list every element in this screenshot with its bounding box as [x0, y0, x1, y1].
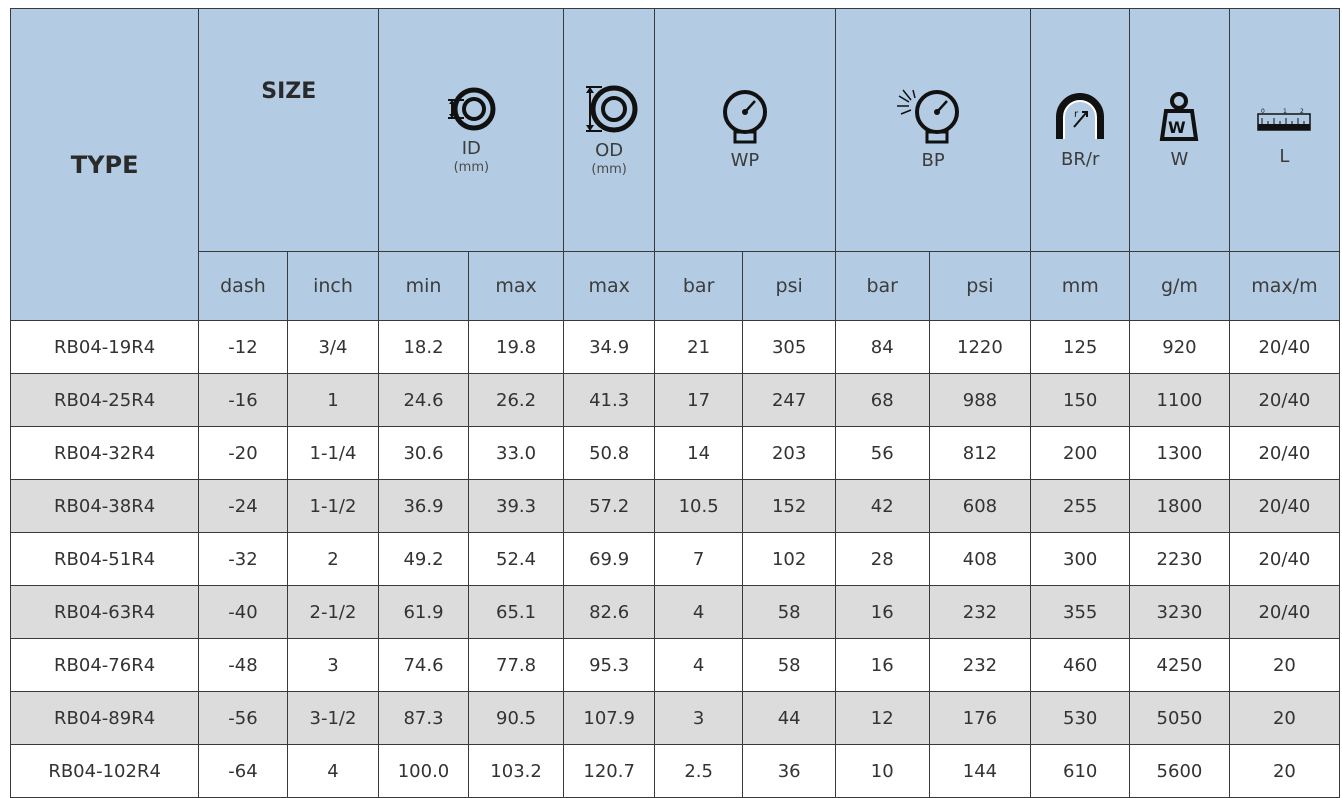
cell-bp-bar: 16 [835, 586, 929, 639]
cell-weight: 5050 [1130, 692, 1230, 745]
cell-id-max: 39.3 [468, 480, 564, 533]
cell-id-min: 74.6 [379, 639, 468, 692]
cell-bp-psi: 176 [929, 692, 1031, 745]
cell-bp-bar: 12 [835, 692, 929, 745]
w-header [1130, 9, 1230, 252]
cell-length: 20/40 [1229, 586, 1339, 639]
cell-wp-psi: 44 [743, 692, 836, 745]
cell-bp-bar: 28 [835, 533, 929, 586]
cell-type: RB04-25R4 [11, 374, 199, 427]
cell-od-max: 69.9 [564, 533, 655, 586]
svg-text:r: r [1074, 109, 1079, 120]
cell-dash: -12 [199, 321, 287, 374]
cell-wp-psi: 36 [743, 745, 836, 798]
od-unit: (mm) [591, 162, 627, 177]
cell-wp-bar: 10.5 [654, 480, 742, 533]
cell-bp-psi: 232 [929, 586, 1031, 639]
cell-wp-psi: 247 [743, 374, 836, 427]
cell-dash: -16 [199, 374, 287, 427]
cell-id-max: 65.1 [468, 586, 564, 639]
cell-inch: 3 [287, 639, 379, 692]
table-row [11, 745, 1340, 798]
cell-inch: 2-1/2 [287, 586, 379, 639]
cell-bp-psi: 144 [929, 745, 1031, 798]
cell-id-max: 90.5 [468, 692, 564, 745]
cell-od-max: 107.9 [564, 692, 655, 745]
cell-type: RB04-38R4 [11, 480, 199, 533]
bp-header [835, 9, 1030, 252]
cell-id-min: 87.3 [379, 692, 468, 745]
cell-weight: 2230 [1130, 533, 1230, 586]
cell-od-max: 34.9 [564, 321, 655, 374]
cell-br-mm: 355 [1031, 586, 1130, 639]
unit-w-gm: g/m [1130, 252, 1230, 321]
burst-gauge-icon [893, 88, 973, 146]
wp-label: WP [730, 150, 760, 171]
cell-id-max: 77.8 [468, 639, 564, 692]
cell-bp-bar: 84 [835, 321, 929, 374]
svg-text:0: 0 [1261, 108, 1266, 115]
cell-wp-psi: 58 [743, 586, 836, 639]
table-row [11, 586, 1340, 639]
cell-bp-bar: 56 [835, 427, 929, 480]
cell-br-mm: 255 [1031, 480, 1130, 533]
cell-od-max: 41.3 [564, 374, 655, 427]
cell-length: 20/40 [1229, 427, 1339, 480]
type-header [11, 9, 199, 321]
cell-id-min: 61.9 [379, 586, 468, 639]
cell-wp-psi: 152 [743, 480, 836, 533]
cell-bp-psi: 408 [929, 533, 1031, 586]
cell-id-min: 18.2 [379, 321, 468, 374]
table-row [11, 321, 1340, 374]
l-header [1229, 9, 1339, 252]
ruler-icon [1254, 92, 1314, 142]
cell-wp-bar: 2.5 [654, 745, 742, 798]
cell-wp-psi: 203 [743, 427, 836, 480]
cell-od-max: 120.7 [564, 745, 655, 798]
cell-id-min: 49.2 [379, 533, 468, 586]
cell-bp-psi: 812 [929, 427, 1031, 480]
weight-icon [1154, 89, 1204, 145]
cell-bp-psi: 1220 [929, 321, 1031, 374]
cell-bp-bar: 68 [835, 374, 929, 427]
pressure-gauge-icon [715, 88, 775, 146]
type-header-label: TYPE [70, 150, 139, 179]
cell-od-max: 95.3 [564, 639, 655, 692]
cell-length: 20 [1229, 639, 1339, 692]
cell-inch: 4 [287, 745, 379, 798]
cell-id-max: 103.2 [468, 745, 564, 798]
cell-inch: 1-1/4 [287, 427, 379, 480]
bend-radius-icon [1052, 89, 1108, 145]
cell-wp-bar: 7 [654, 533, 742, 586]
table-row [11, 427, 1340, 480]
cell-length: 20 [1229, 692, 1339, 745]
svg-text:2: 2 [1300, 108, 1305, 115]
cell-dash: -20 [199, 427, 287, 480]
unit-od-max: max [564, 252, 655, 321]
cell-id-max: 26.2 [468, 374, 564, 427]
cell-br-mm: 460 [1031, 639, 1130, 692]
table-row [11, 639, 1340, 692]
cell-length: 20/40 [1229, 321, 1339, 374]
unit-bp-psi: psi [929, 252, 1031, 321]
cell-inch: 1-1/2 [287, 480, 379, 533]
unit-bp-bar: bar [835, 252, 929, 321]
id-unit: (mm) [453, 160, 490, 175]
w-label: W [1170, 149, 1189, 170]
cell-length: 20/40 [1229, 480, 1339, 533]
cell-inch: 3/4 [287, 321, 379, 374]
cell-wp-psi: 305 [743, 321, 836, 374]
cell-od-max: 82.6 [564, 586, 655, 639]
cell-id-max: 52.4 [468, 533, 564, 586]
unit-br-mm: mm [1031, 252, 1130, 321]
cell-br-mm: 200 [1031, 427, 1130, 480]
od-header [564, 9, 655, 252]
table-row [11, 533, 1340, 586]
cell-type: RB04-102R4 [11, 745, 199, 798]
br-label: BR/r [1061, 149, 1100, 170]
cell-dash: -40 [199, 586, 287, 639]
cell-dash: -56 [199, 692, 287, 745]
cell-length: 20 [1229, 745, 1339, 798]
cell-weight: 5600 [1130, 745, 1230, 798]
cell-weight: 1800 [1130, 480, 1230, 533]
svg-text:1: 1 [1283, 108, 1288, 115]
cell-inch: 1 [287, 374, 379, 427]
cell-type: RB04-32R4 [11, 427, 199, 480]
id-label: ID [461, 138, 481, 159]
cell-wp-bar: 4 [654, 639, 742, 692]
cell-bp-bar: 16 [835, 639, 929, 692]
cell-weight: 3230 [1130, 586, 1230, 639]
br-header [1031, 9, 1130, 252]
cell-br-mm: 300 [1031, 533, 1130, 586]
bp-label: BP [921, 150, 945, 171]
cell-id-min: 100.0 [379, 745, 468, 798]
id-header [379, 9, 564, 252]
cell-br-mm: 150 [1031, 374, 1130, 427]
cell-wp-bar: 4 [654, 586, 742, 639]
cell-dash: -32 [199, 533, 287, 586]
unit-dash: dash [199, 252, 287, 321]
cell-weight: 4250 [1130, 639, 1230, 692]
table-body [11, 321, 1340, 798]
cell-wp-bar: 21 [654, 321, 742, 374]
inner-diameter-icon [436, 84, 506, 134]
wp-header [654, 9, 835, 252]
cell-type: RB04-76R4 [11, 639, 199, 692]
cell-br-mm: 530 [1031, 692, 1130, 745]
hose-spec-table [10, 8, 1340, 798]
table-row [11, 692, 1340, 745]
outer-diameter-icon [574, 82, 644, 136]
cell-wp-bar: 17 [654, 374, 742, 427]
table-row [11, 374, 1340, 427]
unit-wp-bar: bar [654, 252, 742, 321]
cell-bp-psi: 988 [929, 374, 1031, 427]
cell-id-min: 30.6 [379, 427, 468, 480]
cell-wp-psi: 102 [743, 533, 836, 586]
cell-bp-bar: 42 [835, 480, 929, 533]
cell-length: 20/40 [1229, 374, 1339, 427]
unit-inch: inch [287, 252, 379, 321]
cell-br-mm: 125 [1031, 321, 1130, 374]
cell-id-min: 36.9 [379, 480, 468, 533]
cell-weight: 1100 [1130, 374, 1230, 427]
unit-id-max: max [468, 252, 564, 321]
cell-weight: 920 [1130, 321, 1230, 374]
cell-id-min: 24.6 [379, 374, 468, 427]
cell-dash: -48 [199, 639, 287, 692]
cell-bp-psi: 608 [929, 480, 1031, 533]
cell-od-max: 57.2 [564, 480, 655, 533]
cell-dash: -24 [199, 480, 287, 533]
unit-id-min: min [379, 252, 468, 321]
unit-wp-psi: psi [743, 252, 836, 321]
cell-dash: -64 [199, 745, 287, 798]
cell-wp-bar: 3 [654, 692, 742, 745]
cell-wp-bar: 14 [654, 427, 742, 480]
svg-text:W: W [1168, 118, 1187, 137]
cell-inch: 2 [287, 533, 379, 586]
cell-id-max: 19.8 [468, 321, 564, 374]
cell-id-max: 33.0 [468, 427, 564, 480]
cell-wp-psi: 58 [743, 639, 836, 692]
table-row [11, 480, 1340, 533]
cell-bp-bar: 10 [835, 745, 929, 798]
cell-type: RB04-19R4 [11, 321, 199, 374]
unit-l-max: max/m [1229, 252, 1339, 321]
od-label: OD [595, 140, 624, 161]
spec-table-container [10, 8, 1342, 782]
cell-weight: 1300 [1130, 427, 1230, 480]
cell-bp-psi: 232 [929, 639, 1031, 692]
cell-od-max: 50.8 [564, 427, 655, 480]
size-header [199, 9, 379, 252]
cell-br-mm: 610 [1031, 745, 1130, 798]
cell-length: 20/40 [1229, 533, 1339, 586]
cell-type: RB04-51R4 [11, 533, 199, 586]
cell-type: RB04-89R4 [11, 692, 199, 745]
size-header-label: SIZE [261, 79, 317, 104]
cell-inch: 3-1/2 [287, 692, 379, 745]
l-label: L [1279, 146, 1290, 167]
cell-type: RB04-63R4 [11, 586, 199, 639]
